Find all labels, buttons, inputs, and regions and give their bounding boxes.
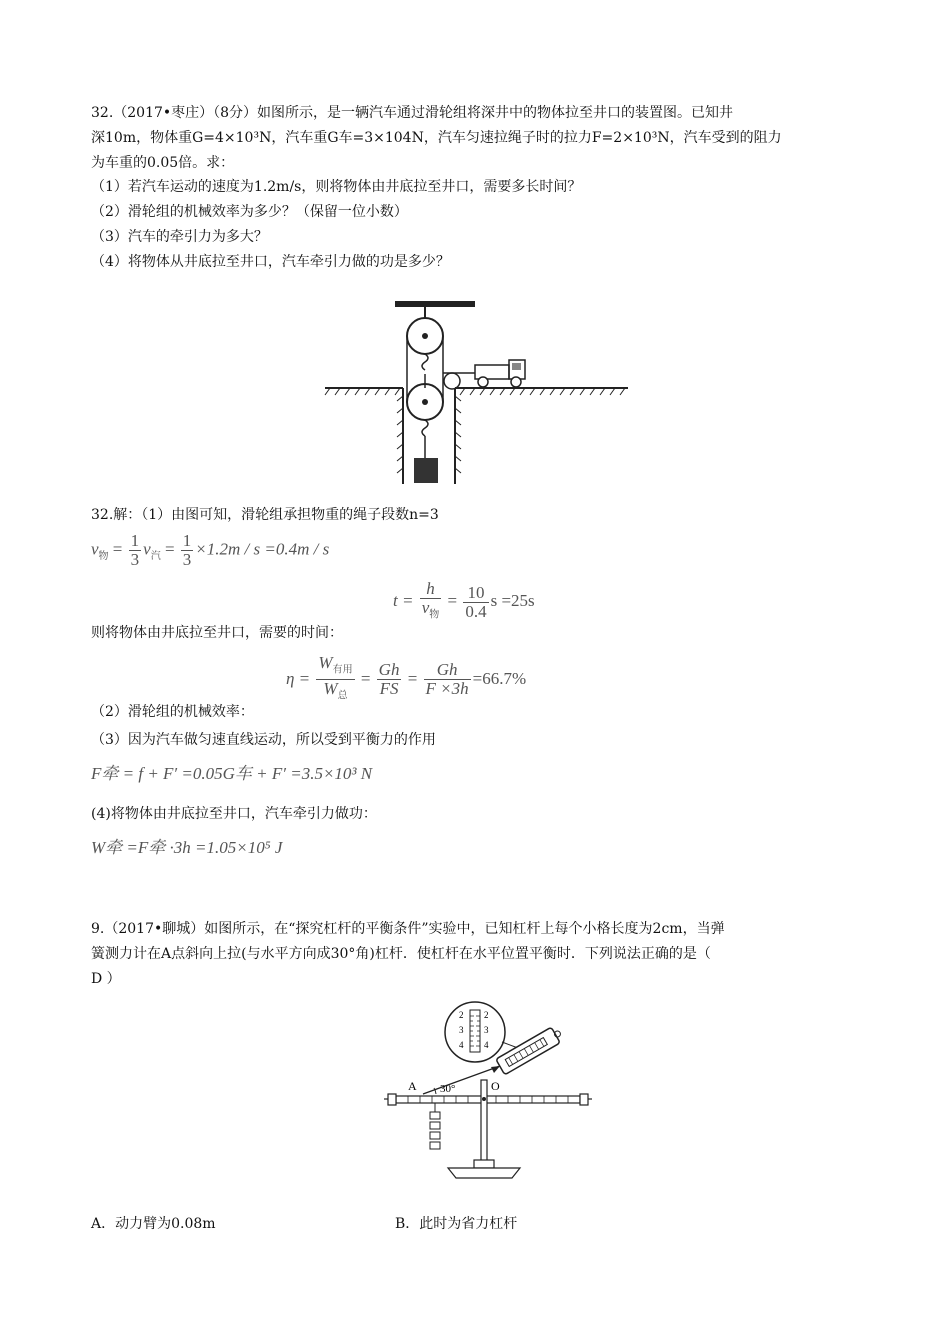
lever-figure [378,996,598,1196]
scale-label-2: 2 [459,1010,464,1020]
eq-traction-force: F牵 = f + F′ =0.05G车 + F′ =3.5×10³ N [91,764,373,783]
scale-label-4b: 4 [484,1040,489,1050]
q32-part4-label: (4)将物体由井底拉至井口，汽车牵引力做功： [91,806,377,822]
option-b: B．此时为省力杠杆 [395,1216,518,1232]
q9-stem-line-2: 簧测力计在A点斜向上拉(与水平方向成30°角)杠杆．使杠杆在水平位置平衡时．下列说法正确的是（ [91,946,711,962]
q32-subq-4: （4）将物体从井底拉至井口，汽车牵引力做的功是多少？ [91,254,450,270]
scale-label-2b: 2 [484,1010,489,1020]
angle-label: 30° [440,1083,456,1095]
q32-part3-label: （3）因为汽车做匀速直线运动，所以受到平衡力的作用 [91,732,436,748]
eq-work: W牵 =F牵 ·3h =1.05×10⁵ J [91,838,283,857]
q32-subq-1: （1）若汽车运动的速度为1.2m/s，则将物体由井底拉至井口，需要多长时间？ [91,179,582,195]
option-a: A．动力臂为0.08m [91,1216,216,1232]
eq-velocity: $v_物$ = $\frac{1}{3}$ $v_汽$ = $\frac{1}{3}$ ×1.2m / s =0.4m / s [91,531,330,569]
eq-efficiency: η = $\frac{W_{有用}}{W_总}$ = $\frac{Gh}{FS}$ = $\frac{Gh}{F \times 3h}$ =66.7% [286,653,527,702]
q32-subq-3: （3）汽车的牵引力为多大？ [91,229,268,245]
q32-part2-label: （2）滑轮组的机械效率： [91,704,254,720]
q32-stem-line-1: 32.（2017•枣庄）（8分）如图所示，是一辆汽车通过滑轮组将深井中的物体拉至井口的装置图。已知井 [91,105,734,121]
q9-stem-line-1: 9.（2017•聊城）如图所示，在“探究杠杆的平衡条件”实验中，已知杠杆上每个小格长度为2cm，当弹 [91,921,725,937]
point-a-label: A [408,1079,417,1093]
q32-subq-2: （2）滑轮组的机械效率为多少？（保留一位小数） [91,204,408,220]
q32-stem-line-2: 深10m，物体重G=4×10³N，汽车重G车=3×104N，汽车匀速拉绳子时的拉力F=2×10³N，汽车受到的阻力 [91,130,782,146]
scale-label-4: 4 [459,1040,464,1050]
pivot-o-label: O [491,1079,500,1093]
eq-time: t = $\frac{h}{v_物}$ = $\frac{10}{0.4}$ s =25s [393,579,535,621]
q32-time-line: 则将物体由井底拉至井口，需要的时间： [91,625,343,641]
scale-label-3: 3 [459,1025,464,1035]
q32-solution-intro: 32.解：（1）由图可知，滑轮组承担物重的绳子段数n=3 [91,507,439,523]
q9-stem-line-3: D ） [91,971,121,987]
scale-label-3b: 3 [484,1025,489,1035]
pulley-truck-figure [320,296,640,486]
q32-stem-line-3: 为车重的0.05倍。求： [91,155,235,171]
